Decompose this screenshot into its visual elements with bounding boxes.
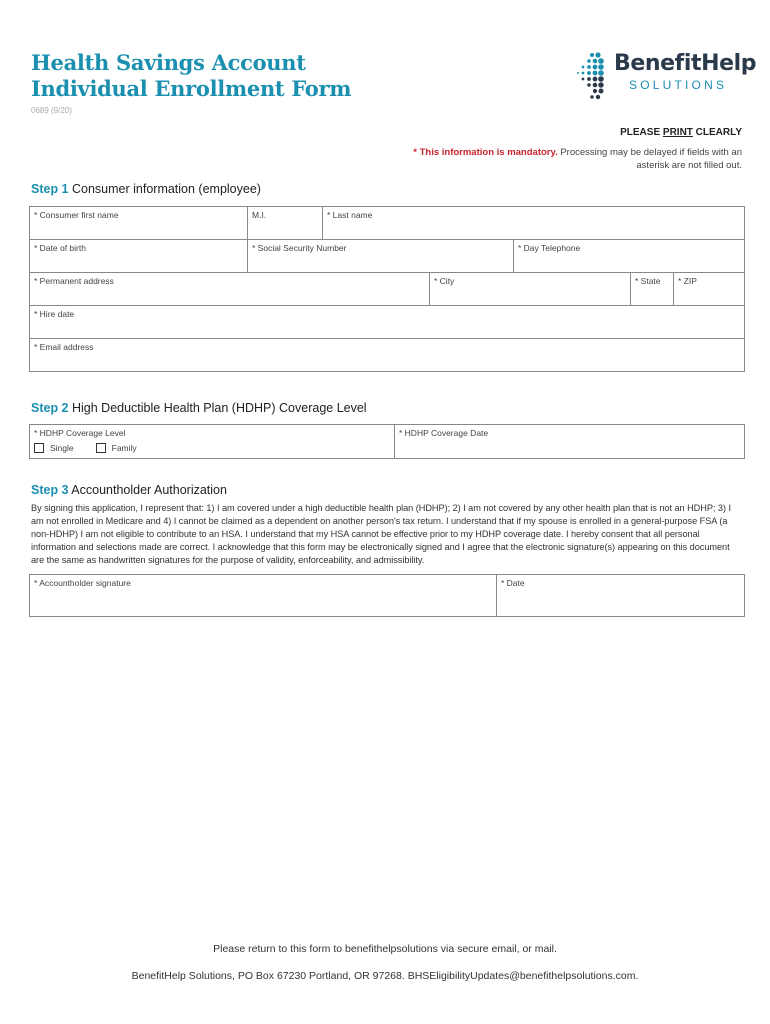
logo-name: BenefitHelp — [614, 51, 757, 76]
coverage-options — [34, 443, 390, 453]
first-name-label: * Consumer first name — [34, 210, 119, 220]
state-field[interactable] — [631, 273, 674, 305]
ssn-field[interactable] — [248, 240, 514, 272]
title-line-1: Health Savings Account — [31, 50, 306, 75]
first-name-field[interactable] — [30, 207, 248, 239]
coverage-level-field — [30, 425, 395, 458]
signature-row — [30, 575, 744, 616]
coverage-level-label: * HDHP Coverage Level — [34, 428, 126, 438]
authorization-text: By signing this application, I represent that: 1) I am covered under a high deductible health plan (HDHP); 2) I am not covered by any other health plan that is not an HDHP; 3) I am not enrolled in Medicare and 4) I cannot be claimed as a dependent on another person's tax return. I understand that if my spouse is enrolled in a general-purpose FSA (a non-HDHP) I am not eligible to contribute to an HSA. I understand that my HSA cannot be effective prior to my HDHP coverage date. I hereby consent that all personal information and selections made are correct. I acknowledge that this form may be electronically signed and I agree that the electronic signature(s) appearing on this document are the same as handwritten signatures for the purpose of validity, enforceability, and admissibility. — [31, 503, 731, 565]
step3-heading — [31, 483, 227, 497]
benefithelp-logo — [570, 50, 757, 102]
single-label: Single — [50, 443, 74, 453]
step1-heading — [31, 182, 261, 196]
coverage-row — [30, 425, 744, 458]
mandatory-rest-text: Processing may be delayed if fields with an asterisk are not filled out. — [557, 147, 742, 171]
phone-label: * Day Telephone — [518, 243, 581, 253]
step3-title: Accountholder Authorization — [68, 483, 227, 497]
email-label: * Email address — [34, 342, 94, 352]
phone-field[interactable] — [514, 240, 744, 272]
last-name-field[interactable] — [323, 207, 744, 239]
step2-heading — [31, 401, 367, 415]
zip-label: * ZIP — [678, 276, 697, 286]
signature-label: * Accountholder signature — [34, 578, 131, 588]
mandatory-red-text: * This information is mandatory. — [413, 147, 558, 158]
mi-field[interactable] — [248, 207, 323, 239]
footer-address: BenefitHelp Solutions, PO Box 67230 Portland, OR 97268. BHSEligibilityUpdates@benefithelpsolutions.com. — [131, 970, 639, 982]
step1-number: Step 1 — [31, 182, 69, 196]
sign-date-field[interactable] — [497, 575, 744, 616]
dob-label: * Date of birth — [34, 243, 86, 253]
step3-number: Step 3 — [31, 483, 69, 497]
footer-return-note: Please return to this form to benefithelpsolutions via secure email, or mail. — [213, 943, 557, 955]
zip-field[interactable] — [674, 273, 744, 305]
state-label: * State — [635, 276, 661, 286]
consumer-info-grid — [29, 206, 745, 372]
hire-date-field[interactable] — [30, 306, 744, 338]
email-field[interactable] — [30, 339, 744, 371]
city-field[interactable] — [430, 273, 631, 305]
print-word: PRINT — [662, 127, 693, 138]
hire-date-label: * Hire date — [34, 309, 75, 319]
address-label: * Permanent address — [34, 276, 114, 286]
step1-title: Consumer information (employee) — [68, 182, 261, 196]
coverage-date-label: * HDHP Coverage Date — [399, 428, 489, 438]
family-label: Family — [111, 443, 137, 453]
form-code: 0689 (9/20) — [31, 106, 72, 115]
city-label: * City — [434, 276, 455, 286]
title-line-2: Individual Enrollment Form — [31, 76, 352, 101]
step2-number: Step 2 — [31, 401, 69, 415]
sign-date-label: * Date — [501, 578, 525, 588]
form-title — [31, 50, 351, 102]
address-field[interactable] — [30, 273, 430, 305]
single-checkbox[interactable] — [34, 443, 44, 453]
coverage-date-field[interactable] — [395, 425, 744, 458]
mandatory-notice — [412, 147, 742, 172]
print-post: CLEARLY — [692, 127, 742, 138]
family-checkbox[interactable] — [96, 443, 106, 453]
logo-dots-icon — [570, 50, 614, 102]
step2-title: High Deductible Health Plan (HDHP) Coverage Level — [68, 401, 367, 415]
ssn-label: * Social Security Number — [252, 243, 347, 253]
coverage-grid — [29, 424, 745, 459]
address-row — [30, 273, 744, 306]
dob-field[interactable] — [30, 240, 248, 272]
signature-field[interactable] — [30, 575, 497, 616]
mi-label: M.I. — [252, 210, 267, 220]
print-clearly-notice — [620, 127, 742, 138]
signature-grid — [29, 574, 745, 617]
hire-date-row — [30, 306, 744, 339]
logo-sub: SOLUTIONS — [629, 78, 728, 92]
print-pre: PLEASE — [620, 127, 663, 138]
dob-row — [30, 240, 744, 273]
name-row — [30, 207, 744, 240]
last-name-label: * Last name — [327, 210, 373, 220]
email-row — [30, 339, 744, 371]
